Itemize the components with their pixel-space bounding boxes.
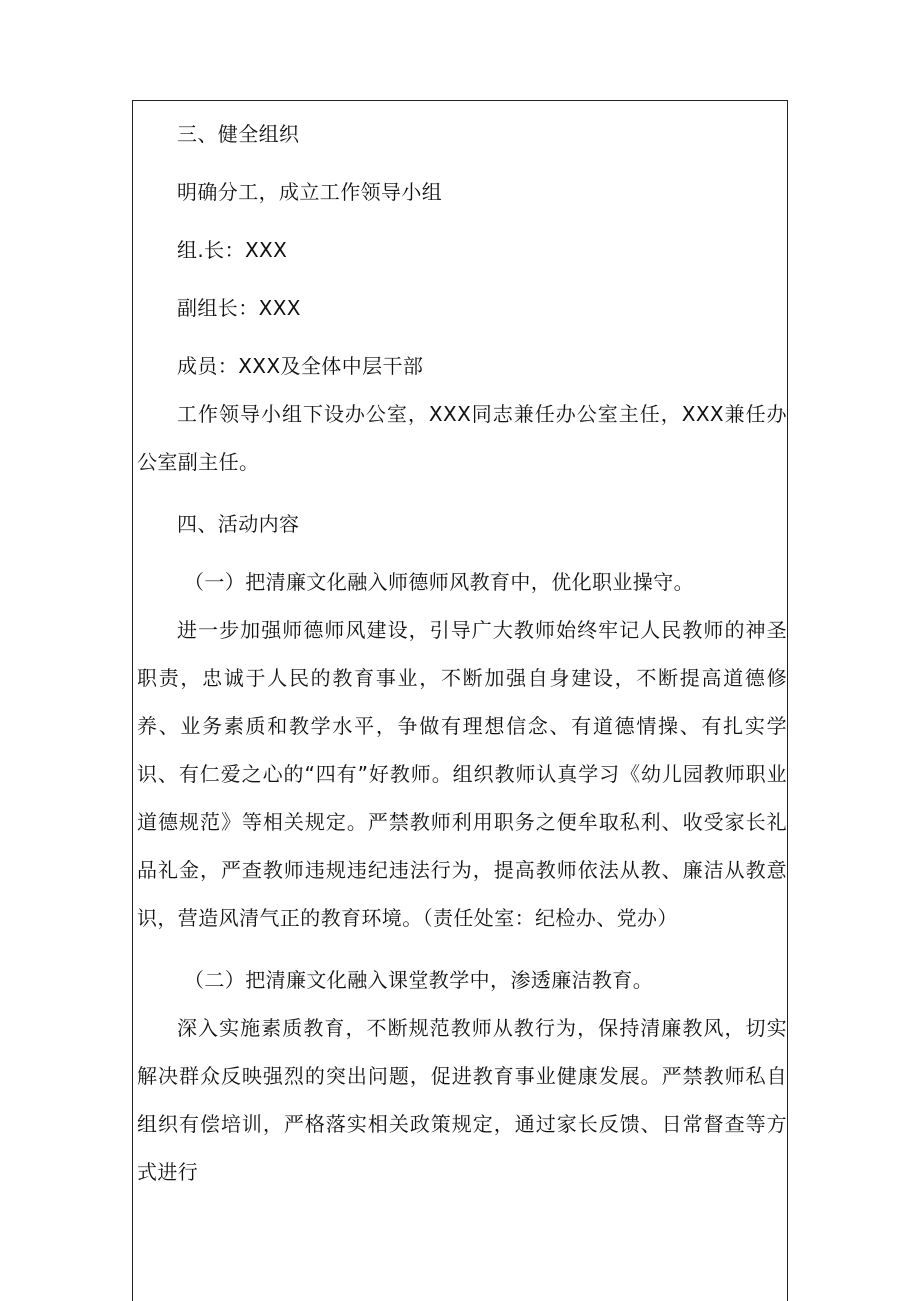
deputy-line: 副组长：XXX — [177, 296, 301, 320]
leader-line: 组.长：XXX — [177, 238, 288, 262]
section-three-intro: 明确分工，成立工作领导小组 — [177, 180, 443, 204]
members-line: 成员：XXX及全体中层干部 — [177, 354, 424, 378]
item-one-title: （一）把清廉文化融入师德师风教育中，优化职业操守。 — [184, 570, 694, 594]
item-two-title: （二）把清廉文化融入课堂教学中，渗透廉洁教育。 — [184, 968, 654, 992]
document-body — [137, 110, 787, 1196]
section-four-heading: 四、活动内容 — [177, 512, 300, 536]
item-two-body: 深入实施素质教育，不断规范教师从教行为，保持清廉教风，切实解决群众反映强烈的突出问题，促进教育事业健康发展。严禁教师私自组织有偿培训，严格落实相关政策规定，通过家长反馈、日常督查等方式进行 — [137, 1016, 787, 1184]
office-paragraph: 工作领导小组下设办公室，XXX同志兼任办公室主任，XXX兼任办公室副主任。 — [137, 402, 787, 474]
section-three-heading: 三、健全组织 — [177, 122, 300, 146]
item-one-body: 进一步加强师德师风建设，引导广大教师始终牢记人民教师的神圣职责，忠诚于人民的教育事业，不断加强自身建设，不断提高道德修养、业务素质和教学水平，争做有理想信念、有道德情操、有扎实学识、有仁爱之心的“四有”好教师。组织教师认真学习《幼儿园教师职业道德规范》等相关规定。严禁教师利用职务之便牟取私利、收受家长礼品礼金，严查教师违规违纪违法行为，提高教师依法从教、廉洁从教意识，营造风清气正的教育环境。（责任处室：纪检办、党办） — [137, 618, 787, 930]
